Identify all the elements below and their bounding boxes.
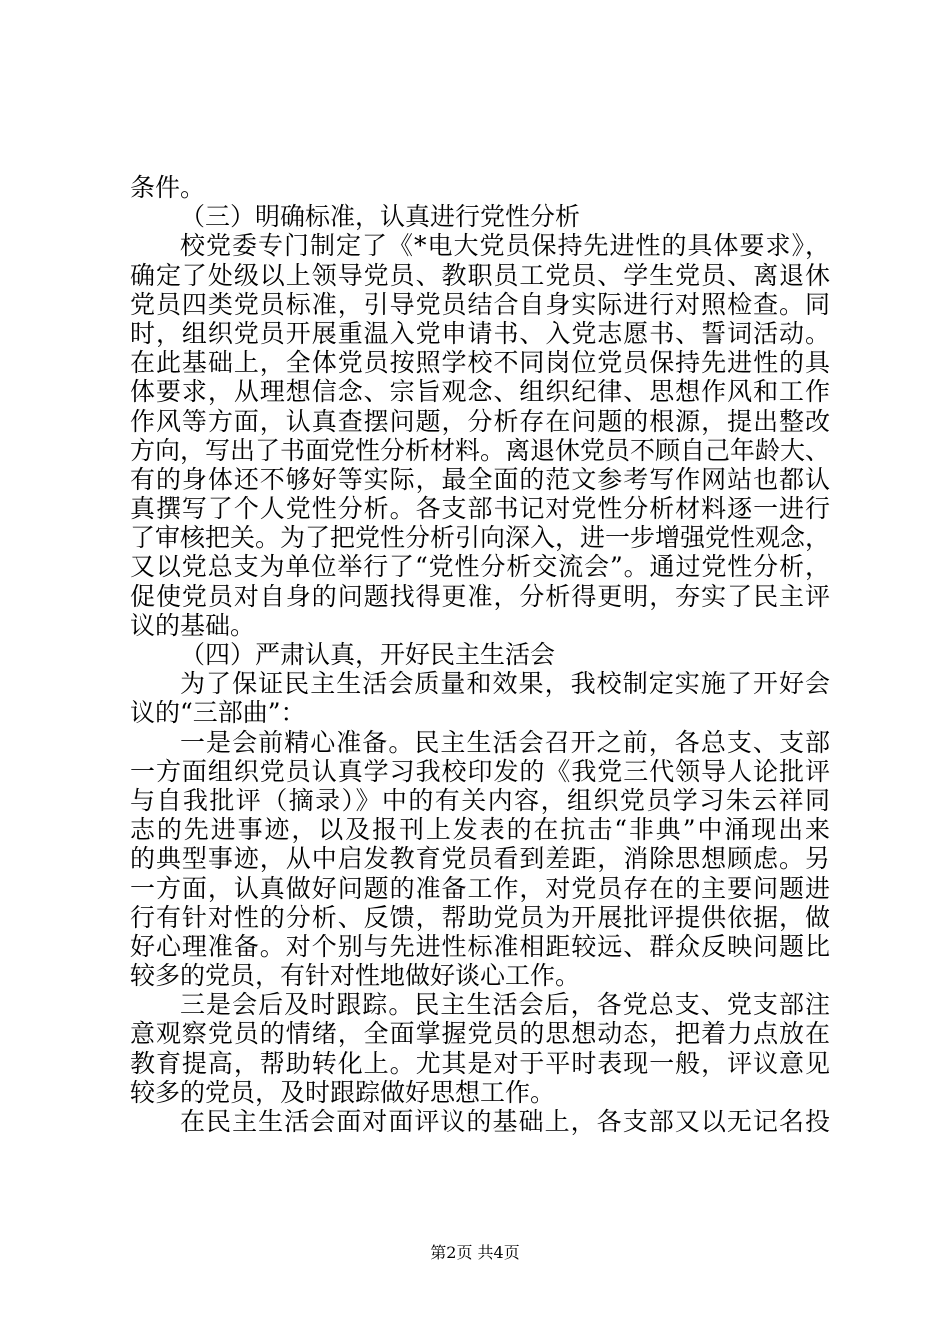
text-line: 与自我批评（摘录）》中的有关内容，组织党员学习朱云祥同: [130, 785, 830, 815]
text-line: 方向，写出了书面党性分析材料。离退休党员不顾自己年龄大、: [130, 435, 831, 465]
text-line: 又以党总支为单位举行了“党性分析交流会”。通过党性分析，: [130, 552, 830, 582]
text-line: 条件。: [130, 173, 206, 202]
document-body: [130, 173, 830, 1136]
text-line: 教育提高，帮助转化上。尤其是对于平时表现一般，评议意见: [130, 1048, 830, 1078]
text-line: 在此基础上，全体党员按照学校不同岗位党员保持先进性的具: [130, 348, 830, 378]
section-heading: （四）严肃认真，开好民主生活会: [180, 640, 556, 669]
text-line: 好心理准备。对个别与先进性标准相距较远、群众反映问题比: [130, 931, 830, 961]
page-number-footer: 第2页 共4页: [430, 1243, 520, 1262]
text-line: 了审核把关。为了把党性分析引向深入，进一步增强党性观念，: [130, 523, 831, 553]
text-line: 党员四类党员标准，引导党员结合自身实际进行对照检查。同: [130, 289, 830, 319]
text-line: 较多的党员，及时跟踪做好思想工作。: [130, 1077, 556, 1107]
text-line: 一方面组织党员认真学习我校印发的《我党三代领导人论批评: [130, 756, 830, 786]
paragraph-first-line: 三是会后及时跟踪。民主生活会后，各党总支、党支部注: [180, 990, 830, 1020]
text-line: 意观察党员的情绪，全面掌握党员的思想动态，把着力点放在: [130, 1019, 830, 1049]
text-line: 议的“三部曲”：: [130, 698, 306, 728]
text-line: 时，组织党员开展重温入党申请书、入党志愿书、誓词活动。: [130, 318, 830, 348]
paragraph-first-line: 在民主生活会面对面评议的基础上，各支部又以无记名投: [180, 1107, 830, 1136]
section-heading: （三）明确标准，认真进行党性分析: [180, 202, 581, 232]
paragraph-first-line: 为了保证民主生活会质量和效果，我校制定实施了开好会: [180, 669, 830, 699]
text-line: 体要求，从理想信念、宗旨观念、组织纪律、思想作风和工作: [130, 377, 830, 407]
text-line: 真撰写了个人党性分析。各支部书记对党性分析材料逐一进行: [130, 494, 830, 524]
paragraph-first-line: 校党委专门制定了《*电大党员保持先进性的具体要求》，: [180, 231, 830, 261]
paragraph-first-line: 一是会前精心准备。民主生活会召开之前，各总支、支部: [180, 727, 830, 757]
text-line: 议的基础。: [130, 610, 256, 640]
text-line: 作风等方面，认真查摆问题，分析存在问题的根源，提出整改: [130, 406, 830, 436]
text-line: 志的先进事迹，以及报刊上发表的在抗击“非典”中涌现出来: [130, 815, 830, 845]
text-line: 较多的党员，有针对性地做好谈心工作。: [130, 961, 581, 991]
text-line: 有的身体还不够好等实际，最全面的范文参考写作网站也都认: [130, 464, 830, 494]
text-line: 行有针对性的分析、反馈，帮助党员为开展批评提供依据，做: [130, 902, 830, 932]
text-line: 的典型事迹，从中启发教育党员看到差距，消除思想顾虑。另: [130, 844, 830, 874]
text-line: 确定了处级以上领导党员、教职员工党员、学生党员、离退休: [130, 260, 830, 290]
text-line: 一方面，认真做好问题的准备工作，对党员存在的主要问题进: [130, 873, 830, 903]
text-line: 促使党员对自身的问题找得更准，分析得更明，夯实了民主评: [130, 581, 830, 611]
